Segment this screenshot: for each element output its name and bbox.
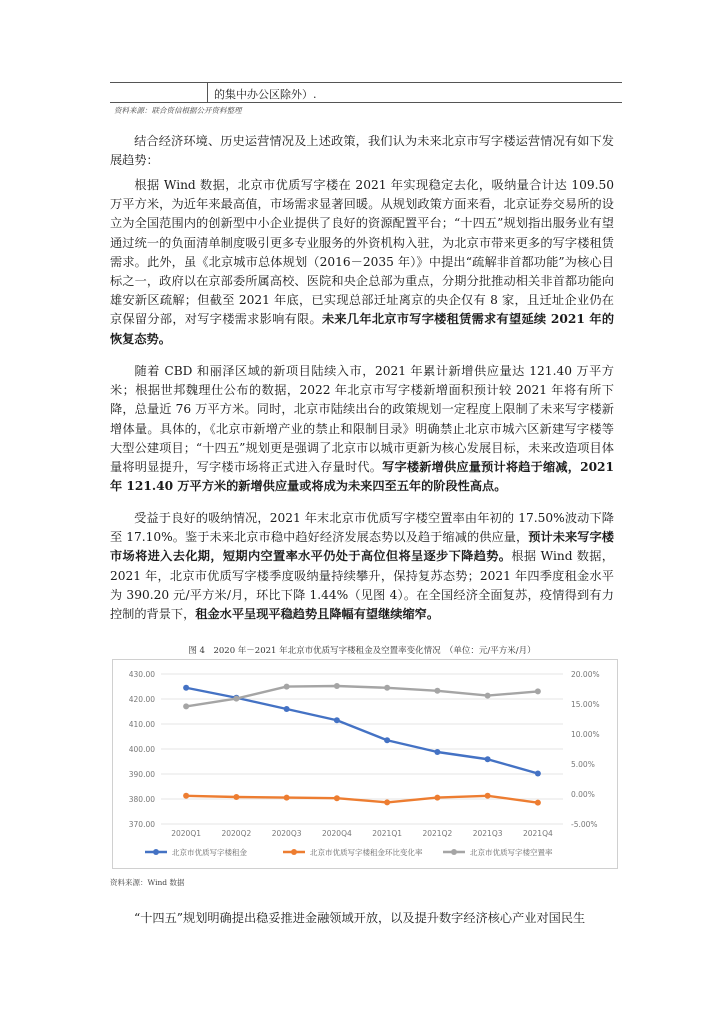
- data-point: [485, 693, 491, 699]
- left-axis-tick-label: 420.00: [128, 695, 155, 704]
- data-point: [434, 795, 440, 801]
- right-axis-tick-label: -5.00%: [571, 820, 598, 829]
- paragraph-text: 结合经济环境、历史运营情况及上述政策，我们认为未来北京市写字楼运营情况有如下发展趋势：: [110, 134, 614, 168]
- paragraph-text: 根据 Wind 数据，北京市优质写字楼在 2021 年实现稳定去化，吸纳量合计达 109.50 万平方米，为近年来最高值，市场需求显著回暖。从规划政策方面来看，北京证券交易所的设立为全国范围内的创新型中小企业提供了良好的资源配置平台；“十四五”规划指出服务业有望通过统一的负面清单制度吸引更多专业服务的外资机构入驻，为北京市带来更多的写字楼租赁需求。此外，虽《北京城市总体规划（2016－2035 年）》中提出“疏解非首都功能”为核心目标之一，政府以在京部委所属高校、医院和央企总部为重点，分期分批推动相关非首都功能向雄安新区疏解；但截至 2021 年底，已实现总部迁址离京的央企仅有 8 家，且迁址企业仍在京保留分部，对写字楼需求影响有限。: [110, 178, 614, 327]
- table-divider: [207, 83, 208, 102]
- rent-vacancy-chart: [112, 659, 618, 869]
- paragraph-intro: [110, 132, 614, 170]
- table-cell: 的集中办公区除外）.: [214, 88, 317, 101]
- paragraph-supply: [110, 362, 614, 496]
- data-point: [535, 771, 541, 777]
- data-point: [183, 793, 189, 799]
- legend-marker: [451, 849, 457, 855]
- data-point: [384, 737, 390, 743]
- paragraph-next: [110, 909, 614, 928]
- data-point: [384, 799, 390, 805]
- table-fragment: [110, 82, 622, 103]
- left-axis-tick-label: 390.00: [128, 770, 155, 779]
- paragraph-emphasis: 租金水平呈现平稳趋势且降幅有望继续缩窄。: [195, 607, 440, 622]
- data-point: [334, 683, 340, 689]
- paragraph-emphasis: 写字楼新增供应量预计将趋于缩减，2021 年 121.40 万平方米的新增供应量或将成为未来四至五年的阶段性高点。: [110, 460, 615, 494]
- x-axis-tick-label: 2020Q1: [171, 829, 202, 838]
- left-axis-tick-label: 430.00: [128, 670, 155, 679]
- paragraph-emphasis: 未来几年北京市写字楼租赁需求有望延续 2021 年的恢复态势。: [110, 312, 615, 346]
- paragraph-text: 随着 CBD 和丽泽区域的新项目陆续入市，2021 年累计新增供应量达 121.40 万平方米；根据世邦魏理仕公布的数据，2022 年北京市写字楼新增面积预计较 2021 年将有所下降，总量近 76 万平方米。同时，北京市陆续出台的政策规划一定程度上限制了未来写字楼新增体量。具体的，《北京市新增产业的禁止和限制目录》明确禁止北京市城六区新建写字楼等大型公建项目；“十四五”规划更是强调了北京市以城市更新为核心发展目标，未来改造项目体量将明显提升，写字楼市场将正式进入存量时代。: [110, 364, 614, 475]
- source-note: 资料来源：联合资信根据公开资料整理: [114, 106, 242, 115]
- data-point: [485, 793, 491, 799]
- data-point: [334, 795, 340, 801]
- right-axis-tick-label: 0.00%: [571, 790, 595, 799]
- legend-marker: [291, 849, 297, 855]
- paragraph-text: 受益于良好的吸纳情况，2021 年末北京市优质写字楼空置率由年初的 17.50%波动下降至 17.10%。鉴于未来北京市稳中趋好经济发展态势以及趋于缩减的供应量，: [110, 511, 614, 545]
- right-axis-tick-label: 10.00%: [571, 730, 600, 739]
- left-axis-tick-label: 370.00: [128, 820, 155, 829]
- right-axis-tick-label: 15.00%: [571, 700, 600, 709]
- chart-canvas: [113, 660, 617, 868]
- right-axis-tick-label: 5.00%: [571, 760, 595, 769]
- source-note: 资料来源：Wind 数据: [110, 878, 185, 887]
- right-axis-tick-label: 20.00%: [571, 670, 600, 679]
- legend-label: 北京市优质写字楼空置率: [470, 848, 553, 857]
- data-point: [233, 696, 239, 702]
- data-point: [535, 800, 541, 806]
- data-point: [535, 688, 541, 694]
- data-point: [434, 688, 440, 694]
- legend-label: 北京市优质写字楼租金: [172, 848, 247, 857]
- paragraph-text: 根据 Wind 数据，2021 年，北京市优质写字楼季度吸纳量持续攀升，保持复苏态势；2021 年四季度租金水平为 390.20 元/平方米/月，环比下降 1.44%（见图 4）。在全国经济全面复苏，疫情得到有力控制的背景下，: [110, 549, 614, 622]
- paragraph-emphasis: 预计未来写字楼市场将进入去化期，短期内空置率水平仍处于高位但将呈逐步下降趋势。: [110, 530, 614, 564]
- data-point: [284, 684, 290, 690]
- x-axis-tick-label: 2020Q3: [271, 829, 302, 838]
- data-point: [183, 685, 189, 691]
- data-point: [183, 703, 189, 709]
- legend-marker: [153, 849, 159, 855]
- paragraph-text: “十四五”规划明确提出稳妥推进金融领域开放，以及提升数字经济核心产业对国民生: [134, 911, 586, 925]
- x-axis-tick-label: 2021Q2: [422, 829, 453, 838]
- data-point: [384, 685, 390, 691]
- paragraph-demand: [110, 176, 614, 349]
- legend-label: 北京市优质写字楼租金环比变化率: [310, 848, 423, 857]
- paragraph-vacancy-rent: [110, 509, 614, 624]
- data-point: [434, 749, 440, 755]
- left-axis-tick-label: 400.00: [128, 745, 155, 754]
- x-axis-tick-label: 2021Q3: [472, 829, 503, 838]
- data-point: [284, 795, 290, 801]
- x-axis-tick-label: 2020Q4: [321, 829, 352, 838]
- data-point: [334, 717, 340, 723]
- x-axis-tick-label: 2021Q4: [522, 829, 553, 838]
- data-point: [284, 706, 290, 712]
- x-axis-tick-label: 2021Q1: [372, 829, 403, 838]
- data-point: [233, 794, 239, 800]
- data-point: [485, 756, 491, 762]
- left-axis-tick-label: 380.00: [128, 795, 155, 804]
- x-axis-tick-label: 2020Q2: [221, 829, 252, 838]
- left-axis-tick-label: 410.00: [128, 720, 155, 729]
- figure-title: 图 4 2020 年－2021 年北京市优质写字楼租金及空置率变化情况 （单位：元/平方米/月）: [188, 646, 536, 656]
